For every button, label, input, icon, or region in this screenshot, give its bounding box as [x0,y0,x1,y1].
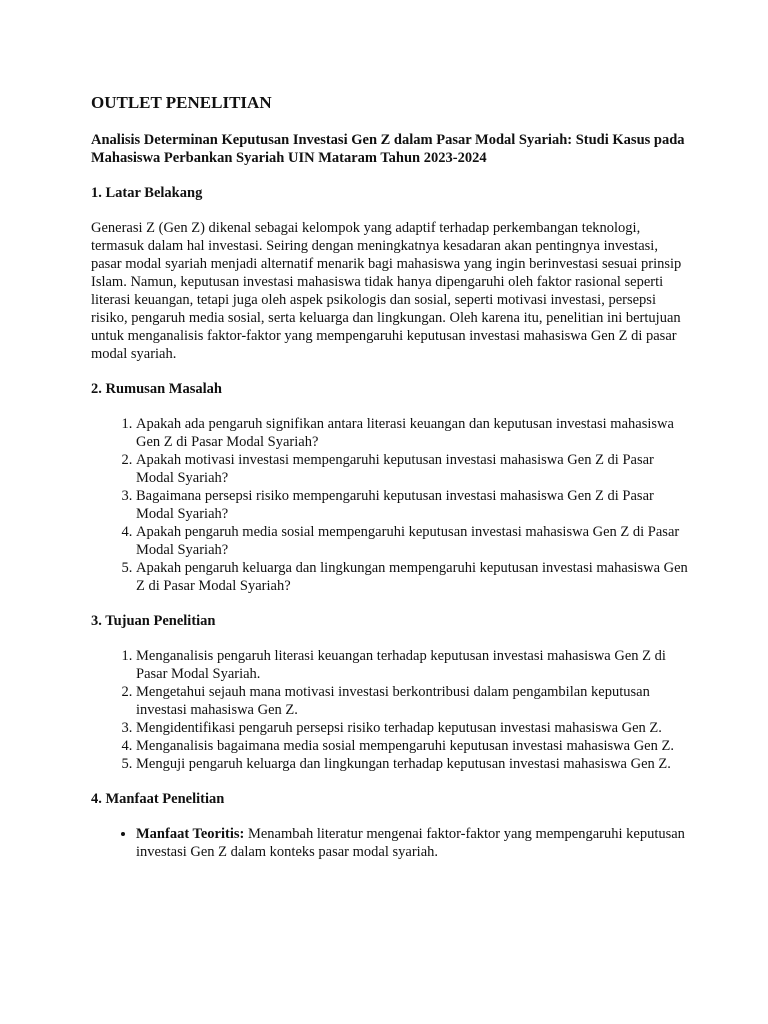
list-item: 1. Menganalisis pengaruh literasi keuangan terhadap keputusan investasi mahasiswa Gen Z di Pasar Modal Syariah. [136,647,691,683]
manfaat-teoritis-text: Menambah literatur mengenai faktor-faktor yang mempengaruhi keputusan investasi Gen Z dalam konteks pasar modal syariah. [136,826,685,860]
list-item: 4. Apakah pengaruh media sosial mempengaruhi keputusan investasi mahasiswa Gen Z di Pasar Modal Syariah? [136,523,691,559]
manfaat-teoritis-label: Manfaat Teoritis: [136,826,245,842]
list-item: 5. Menguji pengaruh keluarga dan lingkungan terhadap keputusan investasi mahasiswa Gen Z. [136,755,691,773]
document-page [91,92,691,878]
list-item: 3. Mengidentifikasi pengaruh persepsi risiko terhadap keputusan investasi mahasiswa Gen Z. [136,719,691,737]
list-item: 5. Apakah pengaruh keluarga dan lingkungan mempengaruhi keputusan investasi mahasiswa Gen Z di Pasar Modal Syariah? [136,559,691,595]
list-item [136,825,691,861]
document-title: OUTLET PENELITIAN [91,93,272,112]
list-item: 4. Menganalisis bagaimana media sosial mempengaruhi keputusan investasi mahasiswa Gen Z. [136,737,691,755]
section-heading-latar-belakang: 1. Latar Belakang [91,185,203,201]
manfaat-penelitian-list [91,825,691,861]
document-subtitle: Analisis Determinan Keputusan Investasi Gen Z dalam Pasar Modal Syariah: Studi Kasus pada Mahasiswa Perbankan Syariah UIN Mataram Tahun 2023-2024 [91,132,685,166]
list-item: 3. Bagaimana persepsi risiko mempengaruhi keputusan investasi mahasiswa Gen Z di Pasar Modal Syariah? [136,487,691,523]
latar-belakang-paragraph: Generasi Z (Gen Z) dikenal sebagai kelompok yang adaptif terhadap perkembangan teknologi, termasuk dalam hal investasi. Seiring dengan meningkatnya kesadaran akan pentingnya investasi, pasar modal syariah menjadi alternatif menarik bagi mahasiswa yang ingin berinvestasi sesuai prinsip Islam. Namun, keputusan investasi mahasiswa tidak hanya dipengaruhi oleh faktor rasional seperti literasi keuangan, tetapi juga oleh aspek psikologis dan sosial, seperti motivasi investasi, persepsi risiko, pengaruh media sosial, serta keluarga dan lingkungan. Oleh karena itu, penelitian ini bertujuan untuk menganalisis faktor-faktor yang mempengaruhi keputusan investasi mahasiswa Gen Z di pasar modal syariah. [91,220,682,362]
section-heading-tujuan-penelitian: 3. Tujuan Penelitian [91,613,216,629]
section-heading-rumusan-masalah: 2. Rumusan Masalah [91,381,222,397]
list-item: 1. Apakah ada pengaruh signifikan antara literasi keuangan dan keputusan investasi mahasiswa Gen Z di Pasar Modal Syariah? [136,415,691,451]
list-item: 2. Mengetahui sejauh mana motivasi investasi berkontribusi dalam pengambilan keputusan investasi mahasiswa Gen Z. [136,683,691,719]
list-item: 2. Apakah motivasi investasi mempengaruhi keputusan investasi mahasiswa Gen Z di Pasar Modal Syariah? [136,451,691,487]
rumusan-masalah-list [91,415,691,595]
tujuan-penelitian-list [91,647,691,773]
section-heading-manfaat-penelitian: 4. Manfaat Penelitian [91,791,225,807]
